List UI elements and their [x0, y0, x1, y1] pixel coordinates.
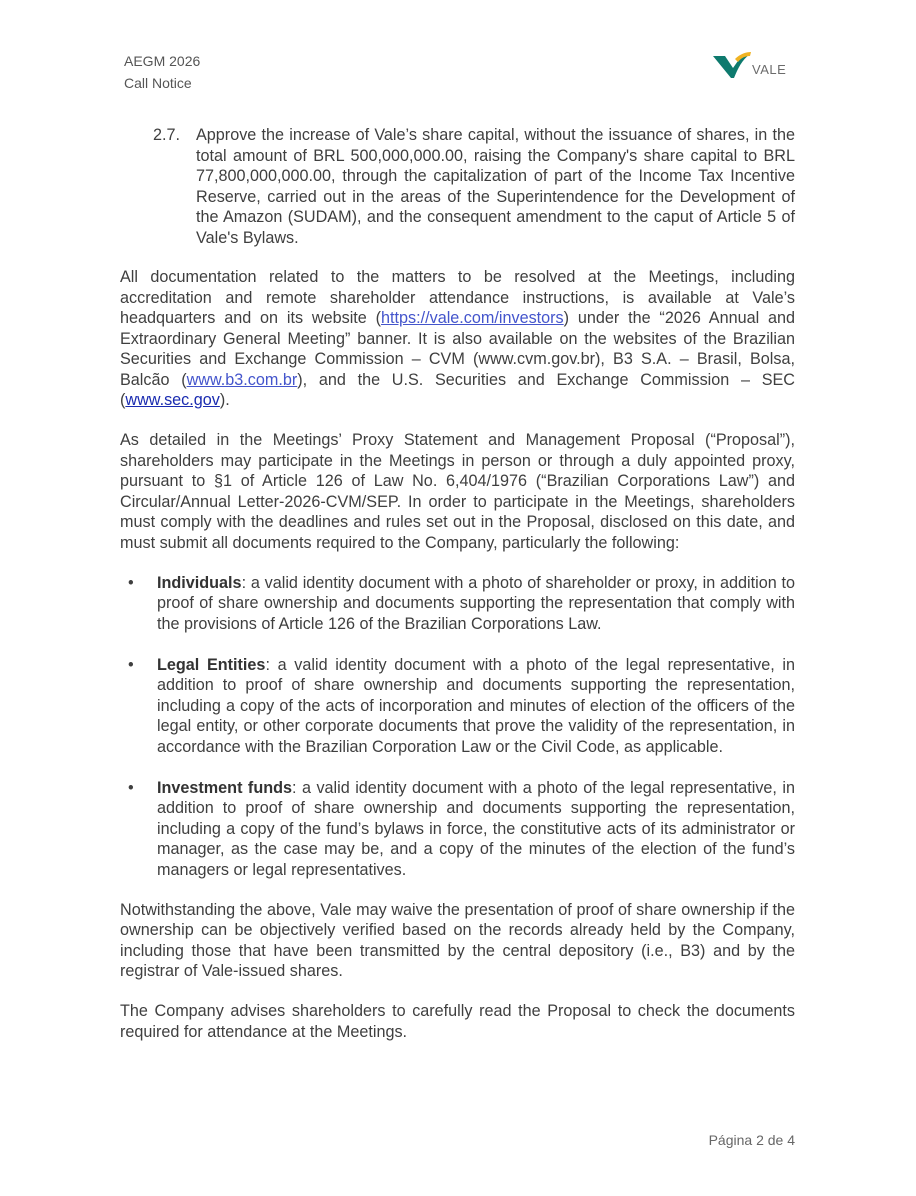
bullet-icon: • — [128, 655, 134, 674]
sec-link[interactable]: www.sec.gov — [125, 391, 220, 409]
text-span: ). — [219, 391, 230, 409]
waiver-paragraph: Notwithstanding the above, Vale may waive the presentation of proof of share ownership if the ownership can be objectively verified based on the records already held by the Company, including those that have been transmitted by the central depository (i.e., B3) and by the registrar of Vale-issued shares. — [120, 900, 795, 980]
text-span: ), and the U.S. Securities and Exchange Commission – SEC ( — [120, 370, 795, 409]
document-title: AEGM 2026 — [124, 53, 201, 69]
list-item-text: : a valid identity document with a photo of the legal representative, in addition to proof of share ownership and documents supporting the representation, including a copy of the fund’s bylaws in force, the constitutive acts of its administrator or manager, as the case may be, and a copy of the minutes of the election of the fund’s managers or legal representatives. — [157, 778, 795, 879]
required-documents-list — [120, 573, 795, 881]
advice-paragraph: The Company advises shareholders to carefully read the Proposal to check the documents required for attendance at the Meetings. — [120, 1002, 795, 1041]
proxy-paragraph: As detailed in the Meetings’ Proxy Statement and Management Proposal (“Proposal”), shareholders may participate in the Meetings in person or through a duly appointed proxy, pursuant to §1 of Article 126 of Law No. 6,404/1976 (“Brazilian Corporations Law”) and Circular/Annual Letter-2026-CVM/SEP. In order to participate in the Meetings, shareholders must comply with the deadlines and rules set out in the Proposal, disclosed on this date, and must submit all documents required to the Company, particularly the following: — [120, 431, 795, 552]
list-item-label: Legal Entities — [157, 655, 266, 674]
document-subtitle: Call Notice — [124, 75, 192, 91]
text-span: All documentation related to the matters to be resolved at the Meetings, including accreditation and remote shareholder attendance instructions, is available at Vale’s headquarters and on its website ( — [120, 268, 795, 327]
vale-logo — [712, 50, 792, 82]
item-number: 2.7. — [153, 126, 181, 144]
list-item-legal-entities — [120, 655, 795, 758]
bullet-icon: • — [128, 573, 134, 592]
documentation-paragraph — [120, 267, 795, 411]
b3-link[interactable]: www.b3.com.br — [186, 370, 298, 389]
list-item-label: Individuals — [157, 573, 242, 592]
list-item-label: Investment funds — [157, 778, 292, 797]
document-header — [124, 50, 200, 94]
document-body — [120, 125, 795, 1062]
list-item-individuals — [120, 573, 795, 635]
agenda-item-2-7 — [153, 125, 795, 248]
logo-text: VALE — [752, 62, 787, 77]
list-item-text: : a valid identity document with a photo of the legal representative, in addition to proof of share ownership and documents supporting the representation, including a copy of the acts of incorporation and minutes of election of the officers of the legal entity, or other corporate documents that prove the validity of the representation, in accordance with the Brazilian Corporation Law or the Civil Code, as applicable. — [157, 655, 795, 756]
item-text: Approve the increase of Vale’s share capital, without the issuance of shares, in the total amount of BRL 500,000,000.00, raising the Company's share capital to BRL 77,800,000,000.00, through the capitalization of part of the Income Tax Incentive Reserve, carried out in the areas of the Superintendence for the Development of the Amazon (SUDAM), and the consequent amendment to the caput of Article 5 of Vale's Bylaws. — [196, 126, 795, 247]
page-number: Página 2 de 4 — [708, 1132, 795, 1148]
text-span: ) under the “2026 Annual and Extraordinary General Meeting” banner. It is also available on the websites of the Brazilian Securities and Exchange Commission – CVM (www.cvm.gov.br), B3 S.A. – Brasil, Bolsa, Balcão ( — [120, 309, 796, 389]
list-item-text: : a valid identity document with a photo of shareholder or proxy, in addition to proof of share ownership and documents supporting the representation that comply with the provisions of Article 126 of the Brazilian Corporations Law. — [157, 573, 795, 633]
list-item-investment-funds — [120, 778, 795, 881]
bullet-icon: • — [128, 778, 134, 797]
vale-investors-link[interactable]: https://vale.com/investors — [381, 309, 564, 327]
vale-logo-icon — [712, 50, 752, 80]
